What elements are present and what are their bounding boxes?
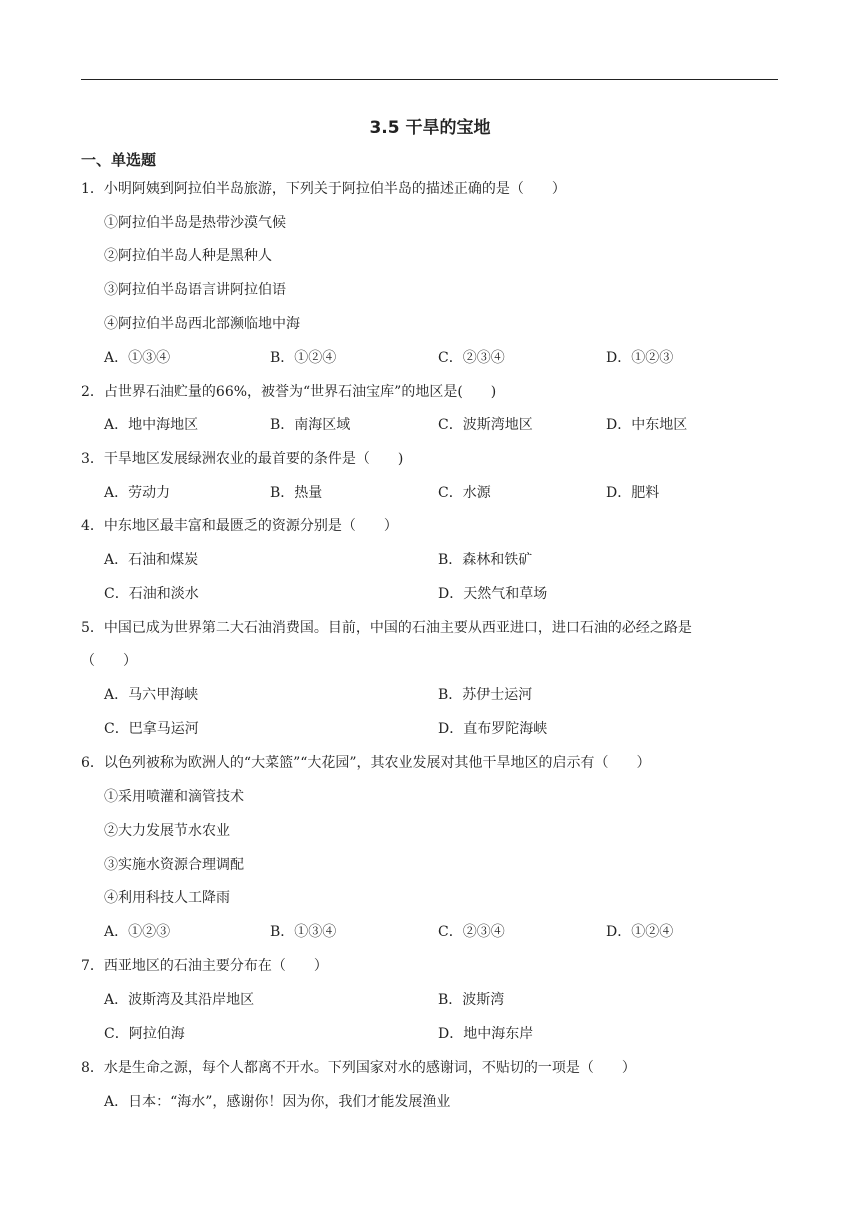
question-5-option-b[interactable]: B．苏伊士运河 <box>438 687 533 703</box>
question-6-statement-4: ④利用科技人工降雨 <box>104 890 230 906</box>
question-6-statement-3: ③实施水资源合理调配 <box>104 857 244 873</box>
question-6-statement-2: ②大力发展节水农业 <box>104 823 230 839</box>
question-6-stem: 6．以色列被称为欧洲人的“大菜篮”“大花园”，其农业发展对其他干旱地区的启示有（ ） <box>81 755 651 771</box>
question-5-option-c[interactable]: C．巴拿马运河 <box>104 721 199 737</box>
question-1-stem: 1．小明阿姨到阿拉伯半岛旅游，下列关于阿拉伯半岛的描述正确的是（ ） <box>81 181 566 197</box>
page-title: 3.5 干旱的宝地 <box>369 118 491 138</box>
question-5-stem: 5．中国已成为世界第二大石油消费国。目前，中国的石油主要从西亚进口，进口石油的必经之路是 <box>81 620 692 636</box>
question-1-option-d[interactable]: D．①②③ <box>606 350 674 366</box>
question-6-option-a[interactable]: A．①②③ <box>104 924 171 940</box>
question-8-option-a[interactable]: A．日本：“海水”，感谢你！因为你，我们才能发展渔业 <box>104 1094 451 1110</box>
question-6-option-c[interactable]: C．②③④ <box>438 924 505 940</box>
question-3-option-d[interactable]: D．肥料 <box>606 485 660 501</box>
question-4-stem: 4．中东地区最丰富和最匮乏的资源分别是（ ） <box>81 518 398 534</box>
question-1-statement-4: ④阿拉伯半岛西北部濒临地中海 <box>104 316 300 332</box>
question-2-option-d[interactable]: D．中东地区 <box>606 417 688 433</box>
question-4-option-b[interactable]: B．森林和铁矿 <box>438 552 533 568</box>
question-7-option-b[interactable]: B．波斯湾 <box>438 992 505 1008</box>
question-1-statement-3: ③阿拉伯半岛语言讲阿拉伯语 <box>104 282 286 298</box>
question-8-stem: 8．水是生命之源，每个人都离不开水。下列国家对水的感谢词，不贴切的一项是（ ） <box>81 1060 636 1076</box>
question-2-stem: 2．占世界石油贮量的66%，被誉为“世界石油宝库”的地区是( ) <box>81 384 497 400</box>
question-1-option-b[interactable]: B．①②④ <box>270 350 337 366</box>
question-7-option-d[interactable]: D．地中海东岸 <box>438 1026 534 1042</box>
question-1-statement-1: ①阿拉伯半岛是热带沙漠气候 <box>104 215 286 231</box>
question-6-option-b[interactable]: B．①③④ <box>270 924 337 940</box>
question-2-option-c[interactable]: C．波斯湾地区 <box>438 417 533 433</box>
question-5-option-d[interactable]: D．直布罗陀海峡 <box>438 721 548 737</box>
question-4-option-c[interactable]: C．石油和淡水 <box>104 586 199 602</box>
question-1-statement-2: ②阿拉伯半岛人种是黑种人 <box>104 248 272 264</box>
question-2-option-a[interactable]: A．地中海地区 <box>104 417 199 433</box>
question-1-option-c[interactable]: C．②③④ <box>438 350 505 366</box>
question-7-stem: 7．西亚地区的石油主要分布在（ ） <box>81 958 328 974</box>
question-6-statement-1: ①采用喷灌和滴管技术 <box>104 789 244 805</box>
question-3-stem: 3．干旱地区发展绿洲农业的最首要的条件是（ ) <box>81 451 404 467</box>
question-3-option-c[interactable]: C．水源 <box>438 485 491 501</box>
question-7-option-a[interactable]: A．波斯湾及其沿岸地区 <box>104 992 255 1008</box>
question-4-option-a[interactable]: A．石油和煤炭 <box>104 552 199 568</box>
question-2-option-b[interactable]: B．南海区域 <box>270 417 351 433</box>
header-rule <box>81 79 778 80</box>
question-1-option-a[interactable]: A．①③④ <box>104 350 171 366</box>
question-3-option-a[interactable]: A．劳动力 <box>104 485 171 501</box>
question-6-option-d[interactable]: D．①②④ <box>606 924 674 940</box>
question-3-option-b[interactable]: B．热量 <box>270 485 323 501</box>
section-heading: 一、单选题 <box>81 151 157 169</box>
question-5-stem-continued: （ ） <box>81 653 137 669</box>
question-4-option-d[interactable]: D．天然气和草场 <box>438 586 548 602</box>
question-5-option-a[interactable]: A．马六甲海峡 <box>104 687 199 703</box>
question-7-option-c[interactable]: C．阿拉伯海 <box>104 1026 185 1042</box>
